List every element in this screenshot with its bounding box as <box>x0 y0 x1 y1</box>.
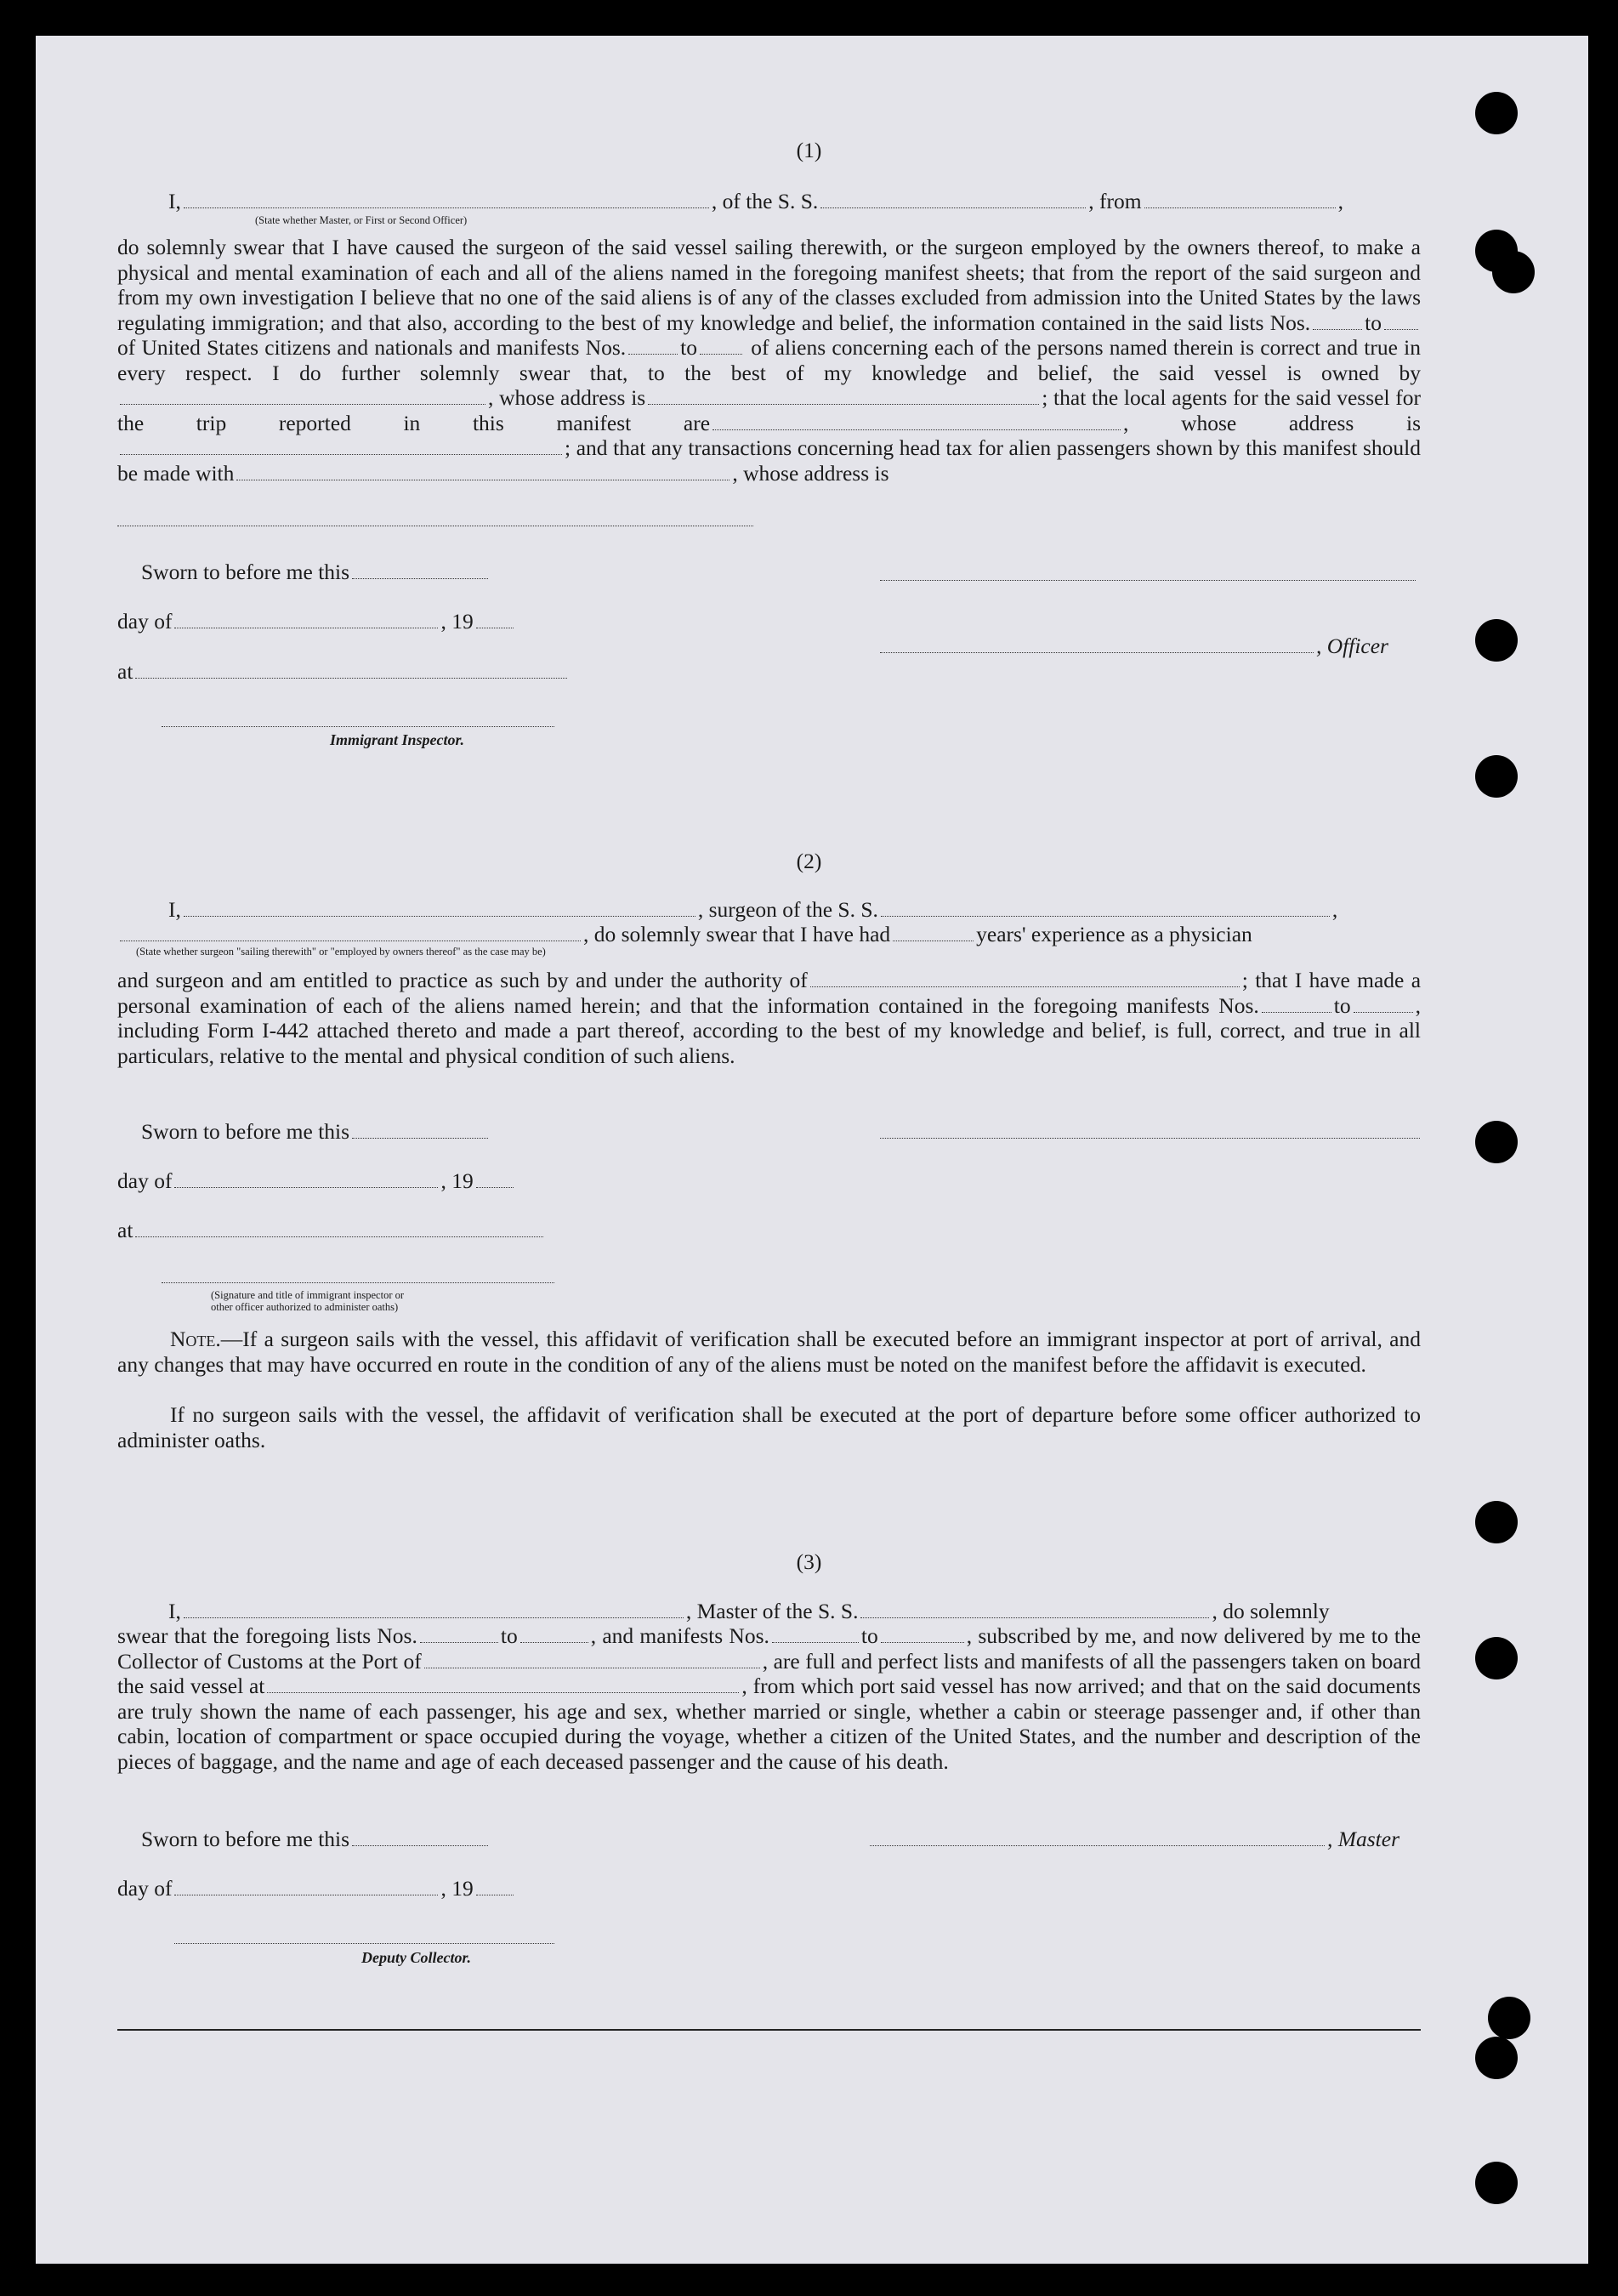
master-label: , Master <box>1327 1827 1399 1851</box>
note-body: —If a surgeon sails with the vessel, this affidavit of verification shall be executed before an immigrant inspector at port of arrival, and any changes that may have occurred en route in the condition of any of the aliens must be noted on the manifest before the affidavit is executed. <box>117 1327 1421 1377</box>
s3-dayof <box>117 1876 516 1901</box>
bottom-rule <box>117 2029 1421 2031</box>
binder-hole <box>1475 1501 1518 1543</box>
s3-manifests-from-field[interactable] <box>772 1642 859 1643</box>
s3-first-line <box>168 1599 1330 1624</box>
s3-and-manifests: , and manifests Nos. <box>590 1623 769 1648</box>
s2-dayof <box>117 1168 516 1194</box>
s1-dayof-label: day of <box>117 609 173 634</box>
s2-surgeon: , surgeon of the S. S. <box>697 897 878 922</box>
s2-sig-caption-2: other officer authorized to administer oaths) <box>211 1301 399 1313</box>
binder-hole <box>1475 92 1518 134</box>
binder-hole <box>1475 2037 1518 2079</box>
s2-day-field[interactable] <box>174 1187 438 1188</box>
s3-sworn-label: Sworn to before me this <box>141 1827 350 1851</box>
s1-place-field[interactable] <box>135 678 567 679</box>
s1-19: , 19 <box>440 609 474 634</box>
s3-sworn-date-field[interactable] <box>352 1845 488 1846</box>
s2-year-field[interactable] <box>476 1187 514 1188</box>
s2-status-caption: (State whether surgeon "sailing therewith" or "employed by owners thereof" as the case may be) <box>136 946 546 958</box>
s2-semi: ; <box>1241 968 1248 992</box>
owner-field[interactable] <box>120 404 485 405</box>
s3-vessel-field[interactable] <box>860 1617 1209 1618</box>
s1-from: , from <box>1088 189 1142 213</box>
s1-p4: that the local agents for the said vessel for the trip reported in this manifest are <box>117 385 1422 435</box>
s2-sworn-date-field[interactable] <box>352 1138 488 1139</box>
s2-comma: , <box>1331 897 1338 922</box>
s1-p1: do solemnly swear that I have caused the surgeon of the said vessel sailing therewith, or the surgeon employed by the owners thereof, to make a physical and mental examination of each and all of the aliens named in the foregoing manifest sheets; that from the report of the said surgeon and from my own investigation I believe that no one of the said aliens is of any of the classes excluded from admission into the United States by the laws regulating immigration; and that also, according to the best of my knowledge and belief, the information contained in the said lists Nos. <box>117 235 1421 335</box>
s3-to2: to <box>860 1623 878 1648</box>
s3-p2: delivered by me to the Collector of Customs at the Port of <box>117 1623 1422 1674</box>
s1-comma: , <box>1337 189 1343 213</box>
officer-name-field[interactable] <box>880 652 1314 653</box>
s1-p2: of United States citizens and nationals and manifests Nos. <box>117 335 627 360</box>
s3-affidavit-text <box>117 1623 1421 1774</box>
vessel-name-field[interactable] <box>820 207 1086 208</box>
s3-sworn <box>141 1827 491 1852</box>
note-label: Note. <box>170 1327 221 1351</box>
s2-sworn <box>141 1119 491 1145</box>
owner-address-field[interactable] <box>648 404 1039 405</box>
section-1-heading: (1) <box>796 138 822 162</box>
section-3-heading: (3) <box>796 1549 822 1574</box>
s1-first-line <box>168 189 1343 214</box>
s3-subscribed: , subscribed by me, and now <box>966 1623 1218 1648</box>
s2-sworn-label: Sworn to before me this <box>141 1119 350 1144</box>
s1-of-ss: , of the S. S. <box>711 189 819 213</box>
deputy-signature-line[interactable] <box>174 1943 554 1944</box>
s2-sig-caption-1: (Signature and title of immigrant inspector or <box>211 1289 405 1301</box>
s1-to1: to <box>1365 310 1382 335</box>
officer-signature-line[interactable] <box>880 580 1416 581</box>
s2-second-line <box>117 922 1252 947</box>
s1-whose2: , whose address is <box>732 460 889 486</box>
s1-whose1: , whose address is <box>488 385 646 410</box>
from-port-field[interactable] <box>1144 207 1336 208</box>
manifests-from-field[interactable] <box>628 354 678 355</box>
s1-rank-caption: (State whether Master, or First or Second Officer) <box>255 214 468 226</box>
s2-solemn: , do solemnly swear that I have had <box>583 922 891 946</box>
s1-dayof <box>117 609 516 634</box>
s1-p5: whose address is <box>1181 410 1422 435</box>
s3-from-which: , from which <box>741 1674 854 1698</box>
agents-address-field[interactable] <box>120 454 562 455</box>
s2-place-field[interactable] <box>135 1236 543 1237</box>
s1-sworn <box>141 560 491 585</box>
s2-signature-line[interactable] <box>162 1282 554 1283</box>
s3-master-of: , Master of the S. S. <box>685 1599 859 1623</box>
s2-affidavit-text <box>117 968 1421 1068</box>
s2-manifest-to-field[interactable] <box>1354 1012 1413 1013</box>
officer-rank-field[interactable] <box>184 207 709 208</box>
lists-from-field[interactable] <box>1313 329 1362 330</box>
inspector-signature-line[interactable] <box>162 726 554 727</box>
surgeon-name-field[interactable] <box>184 916 695 917</box>
s2-p3: , including Form I-442 attached thereto and made a part thereof, according to the best of my knowledge and belief, is full, correct, and true in all particulars, relative to the mental and physical condition of such aliens. <box>117 992 1421 1068</box>
master-name-field[interactable] <box>184 1617 684 1618</box>
s3-dayof-label: day of <box>117 1876 173 1901</box>
s1-i: I, <box>168 189 181 213</box>
binder-hole <box>1488 1997 1530 2039</box>
s2-p2: that I have made a personal examination of each of the aliens named herein; and that the information contained in the foregoing manifests Nos. <box>117 968 1422 1018</box>
s3-p4: port said vessel has now arrived; and that on the said documents are truly shown the name of each passenger, his age and sex, whether married or single, whether a cabin or steerage passenger and, if other than cabin, location of compartment or space occupied during the voyage, whether a citizen of the United States, and the number and description of the pieces of baggage, and the name and age of each deceased passenger and the cause of his death. <box>117 1674 1422 1774</box>
inspector-label: Immigrant Inspector. <box>330 731 465 748</box>
surgeon-note <box>117 1327 1421 1377</box>
s2-at-label: at <box>117 1218 133 1242</box>
deputy-collector-label: Deputy Collector. <box>361 1949 471 1966</box>
authority-field[interactable] <box>810 986 1240 987</box>
s2-manifest-from-field[interactable] <box>1262 1012 1331 1013</box>
s3-p1: swear that the foregoing lists Nos. <box>117 1623 417 1648</box>
s3-lists-to-field[interactable] <box>520 1642 588 1643</box>
officer-label: , Officer <box>1316 634 1388 658</box>
s3-i: I, <box>168 1599 181 1623</box>
s3-lists-from-field[interactable] <box>420 1642 498 1643</box>
manifests-to-field[interactable] <box>700 354 742 355</box>
s3-do-solemnly: , do solemnly <box>1212 1599 1330 1623</box>
s1-sworn-label: Sworn to before me this <box>141 560 350 584</box>
s2-19: , 19 <box>440 1168 474 1193</box>
binder-hole <box>1475 619 1518 662</box>
master-signature-field[interactable] <box>870 1845 1325 1846</box>
s2-vessel-field[interactable] <box>881 916 1330 917</box>
s1-at-label: at <box>117 659 133 684</box>
surgeon-note-2: If no surgeon sails with the vessel, the affidavit of verification shall be executed at the port of departure before some officer authorized to administer oaths. <box>117 1402 1421 1452</box>
s2-first-line <box>168 897 1337 923</box>
s3-to1: to <box>500 1623 518 1648</box>
s1-at <box>117 659 570 685</box>
binder-hole <box>1475 2162 1518 2204</box>
binder-hole <box>1475 755 1518 798</box>
s2-dayof-label: day of <box>117 1168 173 1193</box>
binder-hole <box>1492 251 1535 293</box>
s1-semi1: ; <box>1042 385 1048 410</box>
s2-i: I, <box>168 897 181 922</box>
binder-hole <box>1475 1121 1518 1163</box>
s1-comma2: , <box>1123 410 1129 435</box>
s2-at <box>117 1218 546 1243</box>
agents-field[interactable] <box>712 429 1121 430</box>
s3-19: , 19 <box>440 1876 474 1901</box>
s1-p6: ; and that any transactions concerning head tax for alien passengers shown by this manifest should be made with <box>117 435 1421 486</box>
section-2-heading: (2) <box>796 849 822 873</box>
surgeon-signature-line[interactable] <box>880 1138 1420 1139</box>
binder-hole <box>1475 1637 1518 1679</box>
s3-manifests-to-field[interactable] <box>881 1642 964 1643</box>
s2-p1: and surgeon and am entitled to practice as such by and under the authority of <box>117 968 808 992</box>
s3-full: , are full and perfect lists and <box>762 1648 1016 1674</box>
s1-sworn-date-field[interactable] <box>352 578 488 579</box>
s2-to: to <box>1333 992 1351 1018</box>
lists-to-field[interactable] <box>1384 329 1418 330</box>
s1-officer-row <box>877 634 1388 659</box>
s3-master-row <box>867 1827 1399 1852</box>
embarkation-port-field[interactable] <box>267 1692 739 1693</box>
s2-years: years' experience as a physician <box>976 922 1252 946</box>
s1-affidavit-text <box>117 235 1421 486</box>
s3-p3: manifests of all the passengers taken on board the said vessel at <box>117 1648 1421 1698</box>
s1-p3: of aliens concerning each of the persons named therein is correct and true in every respect. I do further solemnly swear that, to the best of my knowledge and belief, the said vessel is owned by <box>117 335 1421 385</box>
s1-to2: to <box>680 335 697 360</box>
